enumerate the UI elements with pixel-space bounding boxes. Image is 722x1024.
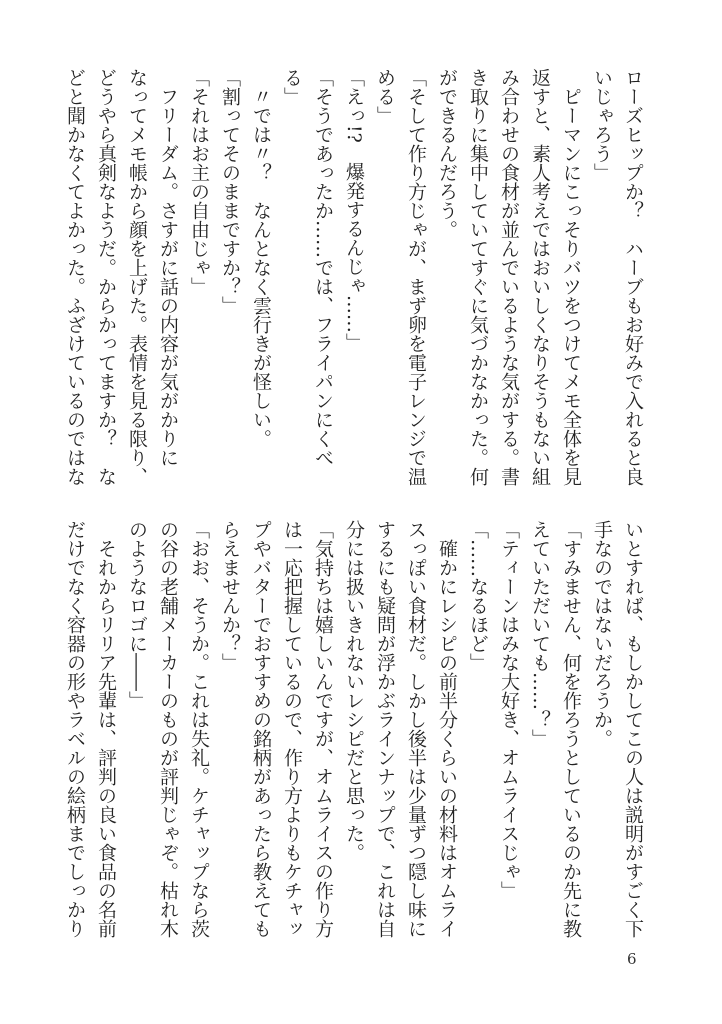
text-line: ができるんだろう。: [436, 68, 458, 239]
text-line: 「割ってそのままですか？」: [219, 68, 241, 315]
text-line: 「そうであったか……では、フライパンにくべ: [312, 68, 334, 467]
text-line: だけでなく容器の形やラベルの絵柄までしっかり: [64, 520, 86, 938]
upper-text-block: [59, 68, 648, 508]
text-line: み合わせの食材が並んでいるような気がする。書: [498, 68, 520, 486]
text-line: の谷の老舗メーカーのものが評判じゃぞ。枯れ木: [157, 520, 179, 938]
text-line: どうやら真剣なようだ。からかってますか？ な: [95, 68, 117, 486]
text-line: める」: [374, 68, 396, 125]
text-line: 「それはお主の自由じゃ」: [188, 68, 210, 296]
text-line: どと聞かなくてよかった。ふざけているのではな: [64, 68, 86, 486]
text-line: 「すみません、何を作ろうとしているのか先に教: [560, 520, 582, 938]
text-line: なってメモ帳から顔を上げた。表情を見る限り、: [126, 68, 148, 486]
text-line: いじゃろう」: [591, 68, 613, 182]
text-line: ピーマンにこっそりバツをつけてメモ全体を見: [560, 68, 582, 486]
text-line: プやバターでおすすめの銘柄があったら教えても: [250, 520, 272, 938]
text-line: のようなロゴに――」: [126, 520, 148, 710]
lower-text-block: [59, 520, 648, 942]
text-line: 「そして作り方じゃが、まず卵を電子レンジで温: [405, 68, 427, 486]
text-line: 「気持ちは嬉しいんですが、オムライスの作り方: [312, 520, 334, 938]
text-line: は一応把握しているので、作り方よりもケチャッ: [281, 520, 303, 938]
text-line: る」: [281, 68, 303, 106]
text-line: 「ティーンはみな大好き、オムライスじゃ」: [498, 520, 520, 900]
text-line: 確かにレシピの前半分くらいの材料はオムライ: [436, 520, 458, 938]
text-line: 分には扱いきれないレシピだと思った。: [343, 520, 365, 862]
text-line: 「……なるほど」: [467, 520, 489, 672]
text-line: フリーダム。さすがに話の内容が気がかりに: [157, 68, 179, 467]
text-line: 「おお、そうか。これは失礼。ケチャップなら茨: [188, 520, 210, 938]
text-line: 返すと、素人考えではおいしくなりそうもない組: [529, 68, 551, 486]
text-line: スっぽい食材だ。しかし後半は少量ずつ隠し味に: [405, 520, 427, 938]
text-line: するにも疑問が浮かぶラインナップで、これは自: [374, 520, 396, 938]
text-line: き取りに集中していてすぐに気づかなかった。何: [467, 68, 489, 486]
text-line: 「えっ!? 爆発するんじゃ……」: [343, 68, 365, 352]
page-number: 6: [627, 950, 637, 968]
text-line: えていただいても……？」: [529, 520, 551, 748]
text-line: らえませんか？」: [219, 520, 241, 672]
text-line: いとすれば、もしかしてこの人は説明がすごく下: [622, 520, 644, 938]
text-line: ローズヒップか？ ハーブもお好みで入れると良: [622, 68, 644, 486]
text-line: それからリリア先輩は、評判の良い食品の名前: [95, 520, 117, 938]
text-line: 〃では〃？ なんとなく雲行きが怪しい。: [250, 68, 272, 448]
text-line: 手なのではないだろうか。: [591, 520, 613, 748]
